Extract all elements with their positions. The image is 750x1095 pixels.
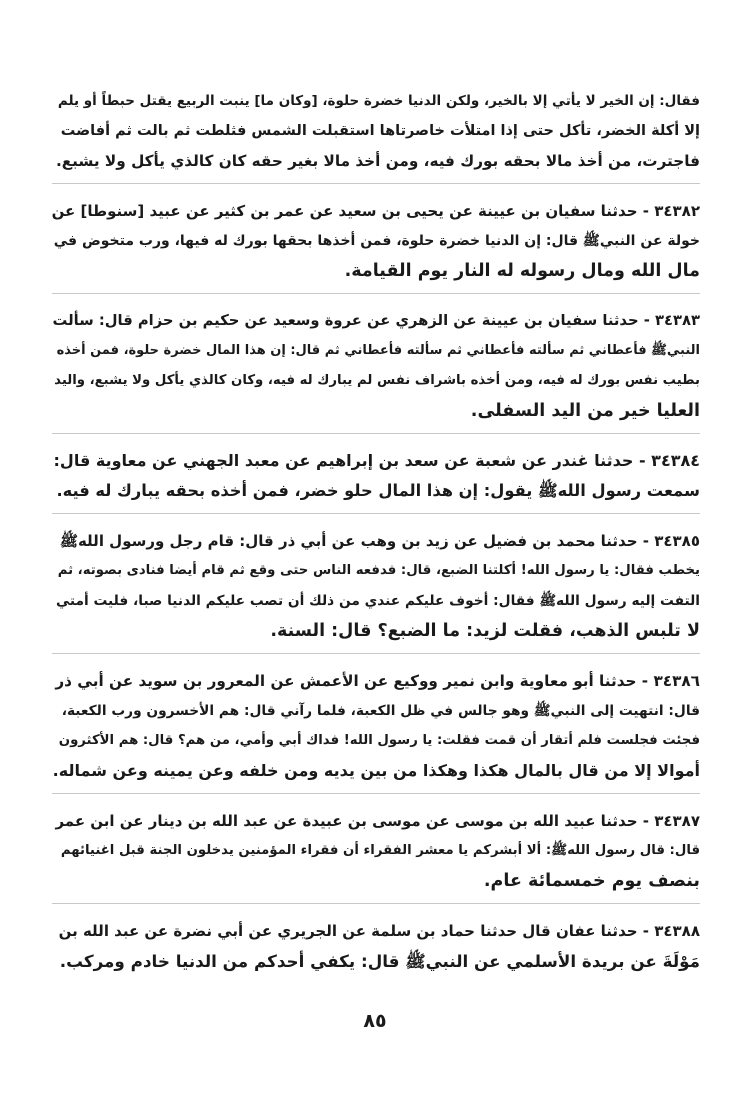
text-line: خولة عن النبيﷺ قال: إن الدنيا خضرة حلوة، فمن أخذها بحقها بورك له فيها، ورب متخوض في	[53, 233, 700, 249]
page-number: ٨٥	[363, 1010, 387, 1032]
text-line: بطيب نفس بورك له فيه، ومن أخذه باشراف نفس لم يبارك له فيه، وكان كالذي يأكل ولا يشبع، واليد	[54, 373, 700, 388]
text-line: سمعت رسول اللهﷺ يقول: إن هذا المال حلو خضر، فمن أخذه بحقه يبارك له فيه.	[56, 481, 700, 500]
text-line: فجئت فجلست فلم أتقار أن قمت فقلت: يا رسول الله! فداك أبي وأمي، من هم؟ قال: هم الأكثرون	[58, 733, 700, 748]
divider	[52, 653, 700, 655]
text-line: قال: انتهيت إلى النبيﷺ وهو جالس في ظل الكعبة، فلما رآني قال: هم الأخسرون ورب الكعبة،	[61, 703, 700, 719]
text-line: العليا خير من اليد السفلى.	[470, 401, 700, 421]
text-line: ٣٤٣٨٥ - حدثنا محمد بن فضيل عن زيد بن وهب عن أبي ذر قال: قام رجل ورسول اللهﷺ	[59, 532, 700, 550]
text-line: فاجترت، من أخذ مالا بحقه بورك فيه، ومن أخذ مالا بغير حقه كان كالذي يأكل ولا يشبع.	[55, 152, 700, 170]
divider	[52, 793, 700, 795]
divider	[52, 183, 700, 185]
text-line: ٣٤٣٨٤ - حدثنا غندر عن شعبة عن سعد بن إبراهيم عن معبد الجهني عن معاوية قال:	[53, 451, 700, 470]
hadith-34385	[52, 526, 700, 646]
hadith-34383	[52, 306, 700, 426]
text-line: ٣٤٣٨٢ - حدثنا سفيان بن عيينة عن يحيى بن سعيد عن عمر بن كثير عن عبيد [سنوطا] عن	[52, 202, 700, 220]
hadith-34382	[52, 196, 700, 286]
text-line: يخطب فقال: يا رسول الله! أكلتنا الضبع، قال: فدفعه الناس حتى وقع ثم قام أيضا فنادى بصوته، ثم	[57, 563, 700, 578]
text-line: النبيﷺ فأعطاني ثم سألته فأعطاني ثم سألته فأعطاني ثم قال: إن هذا المال خضرة حلوة، فمن أخذه	[56, 343, 700, 358]
divider	[52, 293, 700, 295]
text-line: ٣٤٣٨٨ - حدثنا عفان قال حدثنا حماد بن سلمة عن الجريري عن أبي نضرة عن عبد الله بن	[58, 922, 700, 940]
divider	[52, 433, 700, 435]
text-line: مال الله ومال رسوله له النار يوم القيامة.	[344, 261, 700, 281]
text-line: مَوْلَةَ عن بريدة الأسلمي عن النبيﷺ قال: يكفي أحدكم من الدنيا خادم ومركب.	[59, 951, 700, 971]
hadith-34386	[52, 666, 700, 786]
text-line: ٣٤٣٨٦ - حدثنا أبو معاوية وابن نمير ووكيع عن الأعمش عن المعرور بن سويد عن أبي ذر	[55, 672, 700, 690]
text-line: أموالا إلا من قال بالمال هكذا وهكذا من بين يديه ومن خلفه وعن يمينه وعن شماله.	[52, 761, 700, 780]
text-line: ٣٤٣٨٣ - حدثنا سفيان بن عيينة عن الزهري عن عروة وسعيد عن حكيم بن حزام قال: سألت	[52, 312, 700, 329]
text-line: بنصف يوم خمسمائة عام.	[483, 871, 700, 891]
text-line: فقال: إن الخير لا يأتي إلا بالخير، ولكن الدنيا خضرة حلوة، [وكان ما] ينبت الربيع يقتل حبطاً أو يلم	[57, 93, 700, 109]
text-line: ٣٤٣٨٧ - حدثنا عبيد الله بن موسى عن موسى بن عبيدة عن عبد الله بن دينار عن ابن عمر	[55, 812, 700, 830]
text-line: التفت إليه رسول اللهﷺ فقال: أخوف عليكم عندي من ذلك أن تصب عليكم الدنيا صبا، فليت أمتي	[55, 593, 700, 609]
text-line: إلا أكلة الخضر، تأكل حتى إذا امتلأت خاصرتاها استقبلت الشمس فثلطت ثم بالت ثم أفاضت	[60, 123, 700, 139]
hadith-34388	[52, 916, 700, 976]
divider	[52, 903, 700, 905]
divider	[52, 513, 700, 515]
paragraph-continuation	[52, 86, 700, 176]
text-line: قال: قال رسول اللهﷺ: ألا أبشركم يا معشر الفقراء أن فقراء المؤمنين يدخلون الجنة قبل اغنيائهم	[60, 843, 700, 858]
hadith-34384	[52, 446, 700, 506]
hadith-34387	[52, 806, 700, 896]
text-line: لا تلبس الذهب، فقلت لزيد: ما الضبع؟ قال: السنة.	[270, 621, 700, 641]
page-body	[52, 86, 700, 976]
